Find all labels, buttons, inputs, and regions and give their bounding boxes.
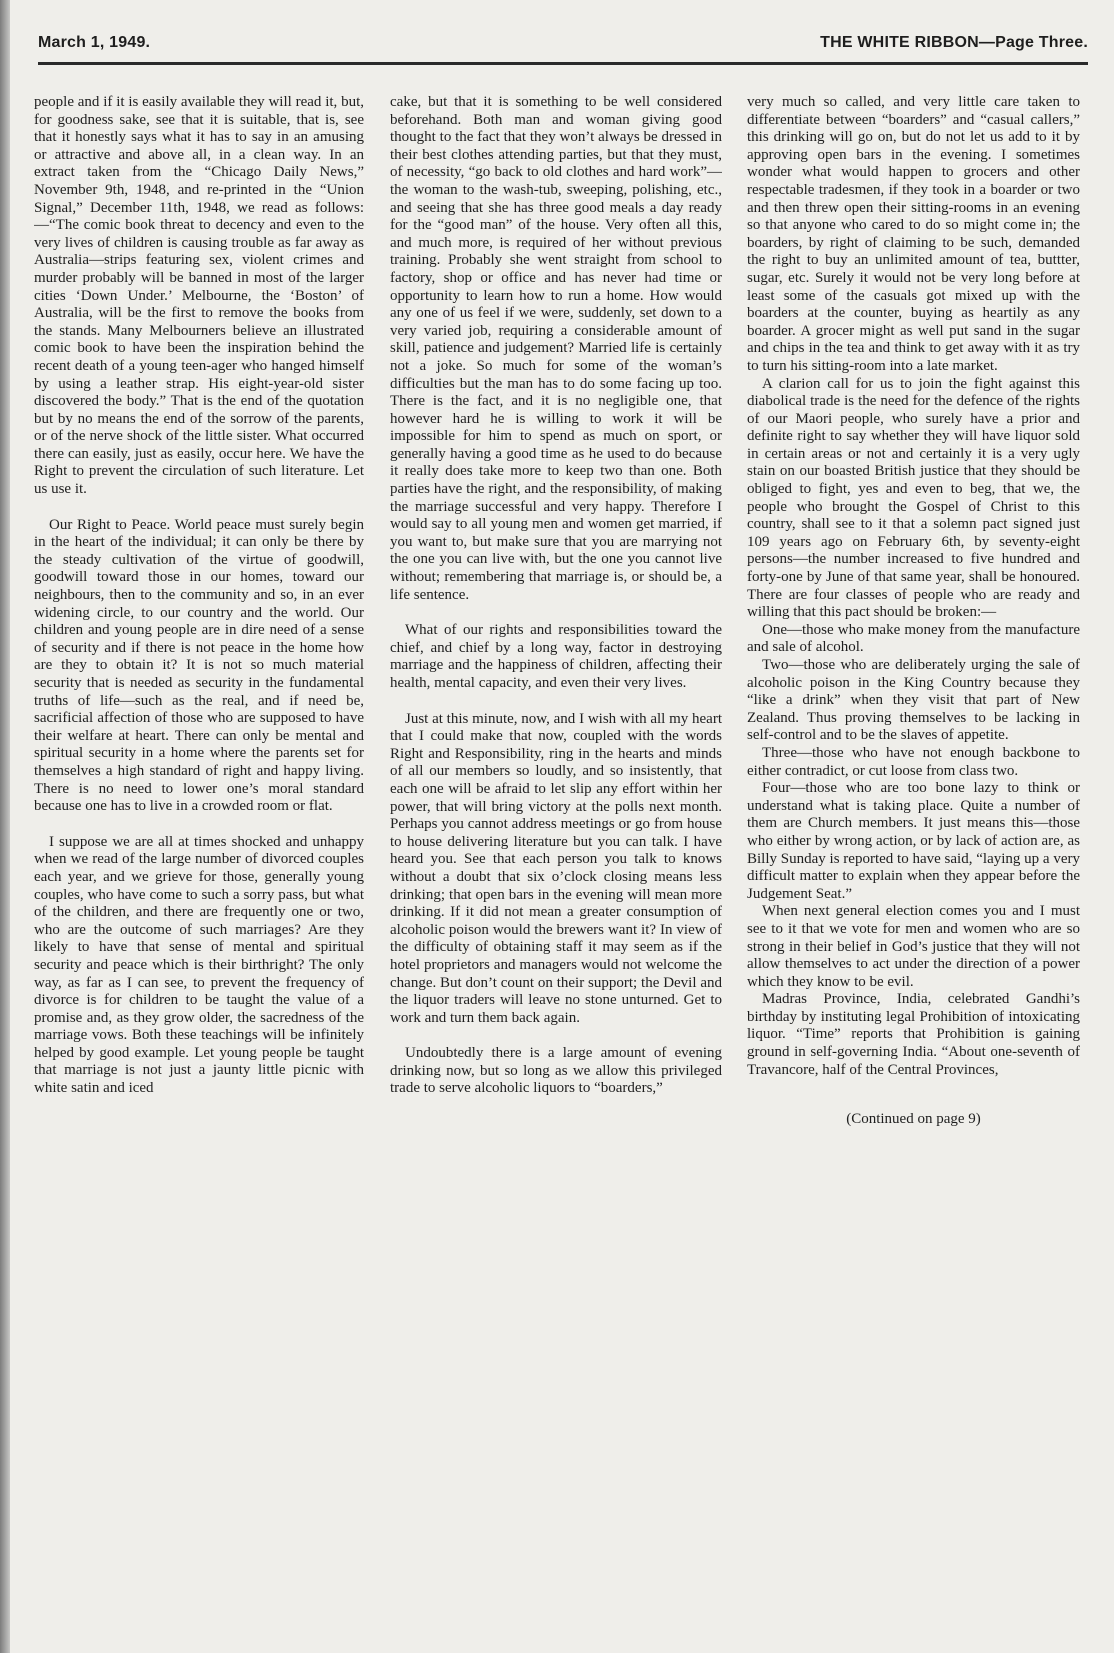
paragraph: Our Right to Peace. World peace must surely begin in the heart of the individual; it can only be there by the steady cultivation of the virtue of goodwill, goodwill toward those in our homes, toward our neighbours, then to the community and so, in an ever widening circle, to our country and the world. Our children and young people are in dire need of a sense of security and if there is not peace in the home how are they to obtain it? It is not so much material security that is needed as security in the fundamental truths of life—such as the real, and if need be, sacrificial affection of those who are supposed to have their welfare at heart. There can only be mental and spiritual security in a home where the parents set for themselves a high standard of right and happy living. There is no need to lower one’s moral standard because one has to live in a crowded room or flat.	[34, 516, 364, 815]
paragraph: people and if it is easily available they will read it, but, for goodness sake, see that it is suitable, that is, see that it honestly says what it has to say in an amusing or attractive and above all, in a clean way. In an extract taken from the “Chicago Daily News,” November 9th, 1948, and re-printed in the “Union Signal,” December 11th, 1948, we read as follows:—“The comic book threat to decency and even to the very lives of children is causing trouble as far away as Australia—strips featuring sex, violent crimes and murder probably will be banned in most of the larger cities ‘Down Under.’ Melbourne, the ‘Boston’ of Australia, will be the first to remove the books from the stands. Many Melbourners believe an illustrated comic book to have been the inspiration behind the recent death of a young teen-ager who hanged himself by using a leather strap. His eight-year-old sister discovered the body.” That is the end of the quotation but by no means the end of the sorrow of the parents, or of the nerve shock of the little sister. What occurred there can easily, just as easily, occur here. We have the Right to prevent the circulation of such literature. Let us use it.	[34, 94, 364, 498]
paragraph: Madras Province, India, celebrated Gandhi’s birthday by instituting legal Prohibition of intoxicating liquor. “Time” reports that Prohibition is gaining ground in self-governing India. “About one-seventh of Travancore, half of the Central Provinces,	[747, 991, 1080, 1078]
publication-page-title: THE WHITE RIBBON—Page Three.	[820, 34, 1088, 51]
paragraph: What of our rights and responsibilities toward the chief, and chief by a long way, factor in destroying marriage and the happiness of children, affecting their health, mental capacity, and even their very lives.	[390, 622, 722, 691]
article-column-3	[747, 94, 1080, 1639]
page-header	[38, 34, 1088, 58]
paragraph: Undoubtedly there is a large amount of evening drinking now, but so long as we allow this privileged trade to serve alcoholic liquors to “boarders,”	[390, 1045, 722, 1097]
paragraph: When next general election comes you and I must see to it that we vote for men and women who are so strong in their belief in God’s justice that they will not allow themselves to act under the direction of a power which they know to be evil.	[747, 903, 1080, 990]
left-binding-edge	[0, 0, 10, 1653]
list-item: One—those who make money from the manufacture and sale of alcohol.	[747, 621, 1080, 656]
paragraph: A clarion call for us to join the fight against this diabolical trade is the need for the defence of the rights of our Maori people, who surely have a prior and definite right to say whether they will have liquor sold in certain areas or not and certainly it is a very ugly stain on our boasted British justice that they should be obliged to fight, yes and even to beg, that we, the people who brought the Gospel of Christ to this country, shall see to it that a solemn pact signed just 109 years ago on February 6th, by seventy-eight persons—the number increased to five hundred and forty-one by June of that same year, shall be honoured. There are four classes of people who are ready and willing that this pact should be broken:—	[747, 375, 1080, 621]
paragraph: Just at this minute, now, and I wish with all my heart that I could make that now, coupled with the words Right and Responsibility, ring in the hearts and minds of all our members so loudly, and so insistently, that each one will be afraid to let slip any effort within her power, that will bring victory at the polls next month. Perhaps you cannot address meetings or go from house to house delivering literature but you can talk. I have heard you. See that each person you talk to knows without a doubt that six o’clock closing means less drinking; that open bars in the evening will mean more drinking. If it did not mean a greater consumption of alcoholic poison would the brewers want it? In view of the difficulty of obtaining staff it may seem as if the hotel proprietors and managers would not welcome the change. But don’t count on their support; the Devil and the liquor traders will leave no stone unturned. Get to work and turn them back again.	[390, 710, 722, 1026]
paragraph: I suppose we are all at times shocked and unhappy when we read of the large number of divorced couples each year, and we grieve for those, generally young couples, who have come to such a sorry pass, but what of the children, and there are frequently one or two, who are the outcome of such marriages? Are they likely to have that sense of mental and spiritual security and peace which is their birthright? The only way, as far as I can see, to prevent the frequency of divorce is for children to be taught the value of a promise and, as they grow older, the sacredness of the marriage vows. Both these teachings will be infinitely helped by good example. Let young people be taught that marriage is not just a jaunty little picnic with white satin and iced	[34, 833, 364, 1097]
article-column-1	[34, 94, 364, 1639]
list-item: Four—those who are too bone lazy to think or understand what is taking place. Quite a number of them are Church members. It just means this—those who either by wrong action, or by lack of action are, as Billy Sunday is reported to have said, “laying up a very difficult matter to explain when they appear before the Judgement Seat.”	[747, 780, 1080, 902]
continuation-note: (Continued on page 9)	[846, 1111, 981, 1128]
list-item: Two—those who are deliberately urging the sale of alcoholic poison in the King Country because they “like a drink” when they visit that part of New Zealand. Thus proving themselves to be lacking in self-control and to be the slaves of appetite.	[747, 657, 1080, 744]
list-item: Three—those who have not enough backbone to either contradict, or cut loose from class two.	[747, 744, 1080, 779]
issue-date: March 1, 1949.	[38, 34, 151, 51]
article-column-2	[390, 94, 722, 1639]
paragraph: very much so called, and very little care taken to differentiate between “boarders” and “casual callers,” this drinking will go on, but do not let us add to it by approving open bars in the evening. I sometimes wonder what would happen to grocers and other respectable tradesmen, if they took in a boarder or two and then threw open their sitting-rooms in an evening so that anyone who cared to do so might come in; the boarders, by right of claiming to be such, demanded the right to buy an unlimited amount of tea, buttter, sugar, etc. Surely it would not be very long before at least some of the casuals got mixed up with the boarders at the counter, buying as heartily as any boarder. A grocer might as well put sand in the sugar and chips in the tea and think to get away with it as try to turn his sitting-room into a late market.	[747, 94, 1080, 374]
paragraph: cake, but that it is something to be well considered beforehand. Both man and woman giving good thought to the fact that they won’t always be dressed in their best clothes attending parties, but that they must, of necessity, “go back to old clothes and hard work”—the woman to the wash-tub, sweeping, polishing, etc., and seeing that she has three good meals a day ready for the “good man” of the house. Very often all this, and much more, is required of her without previous training. Probably she went straight from school to factory, shop or office and has never had time or opportunity to learn how to run a home. How would any one of us feel if we were, suddenly, set down to a very varied job, requiring a considerable amount of skill, patience and judgement? Married life is certainly not a joke. So much for some of the woman’s difficulties but the man has to do some facing up too. There is the fact, and it is no negligible one, that however hard he is willing to work it will be impossible for him to spend as much on sport, or generally having a good time as he used to do because it really does take more to keep two than one. Both parties have the right, and the responsibility, of making the marriage successful and very happy. Therefore I would say to all young men and women get married, if you want to, but make sure that you are marrying not the one you can live with, but the one you cannot live without; remembering that marriage is, or should be, a life sentence.	[390, 94, 722, 603]
header-divider	[38, 62, 1088, 65]
